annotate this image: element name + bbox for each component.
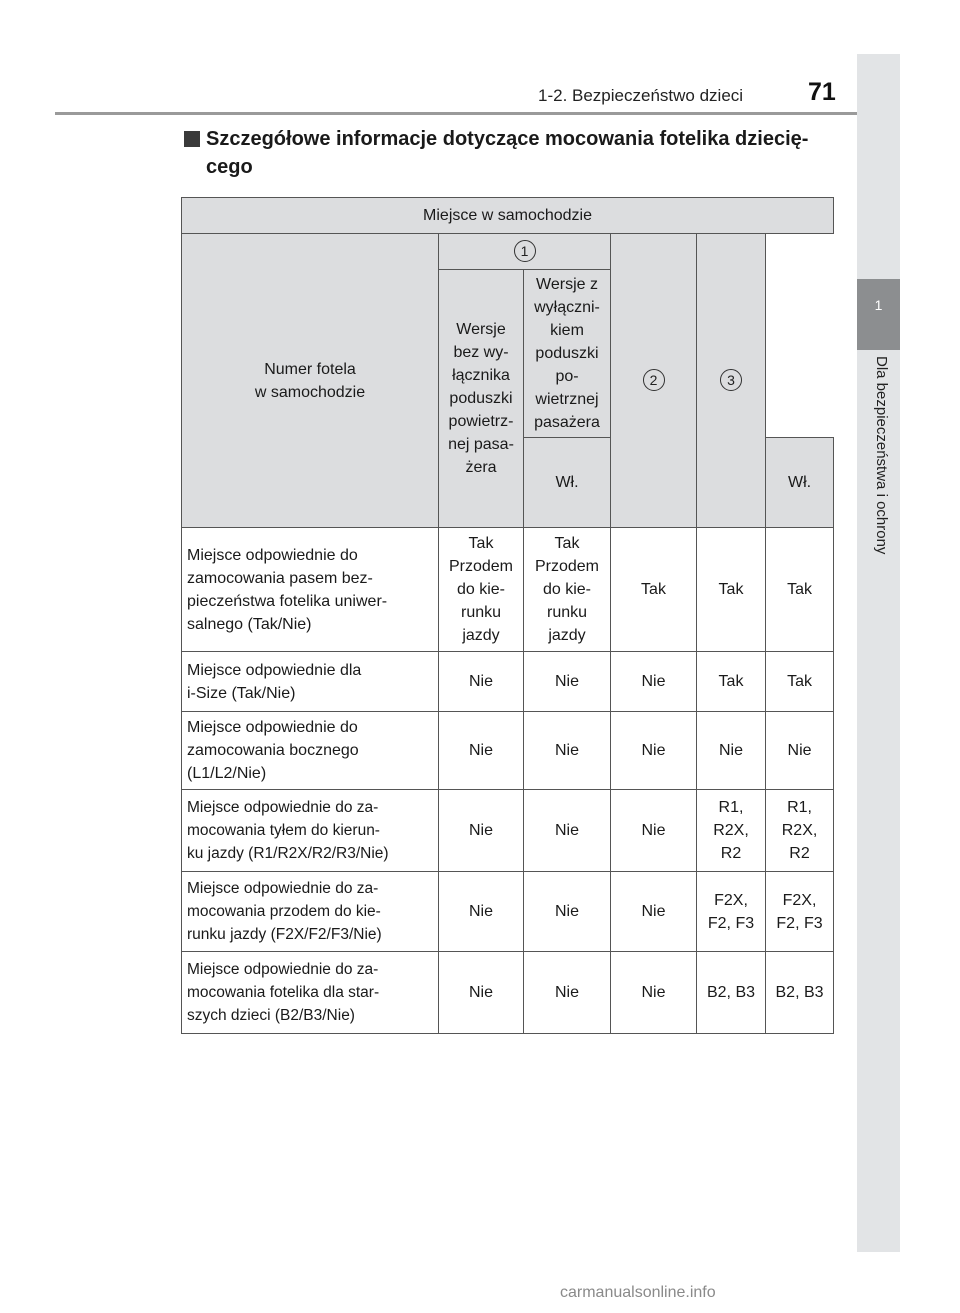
row-label: Miejsce odpowiednie do zamocowania bocznego (L1/L2/Nie): [182, 712, 439, 790]
section-title: 1-2. Bezpieczeństwo dzieci: [538, 86, 744, 105]
page-number: 71: [808, 78, 836, 106]
table-cell: Nie: [524, 952, 611, 1034]
table-title: Miejsce w samochodzie: [182, 198, 834, 234]
table-cell: R1, R2X, R2: [697, 790, 766, 872]
seat-number-header: Numer fotela w samochodzie: [182, 234, 439, 528]
chapter-title: Dla bezpieczeństwa i ochrony: [873, 356, 890, 555]
table-cell: Nie: [439, 790, 524, 872]
seat-2-header: [611, 234, 697, 528]
table-cell: F2X, F2, F3: [697, 872, 766, 952]
table-cell: Nie: [611, 952, 697, 1034]
table-cell: Nie: [524, 652, 611, 712]
table-cell: Nie: [439, 712, 524, 790]
row-label: Miejsce odpowiednie do za- mocowania fotelika dla star- szych dzieci (B2/B3/Nie): [182, 952, 439, 1034]
table-cell: Nie: [524, 790, 611, 872]
table-cell: Nie: [439, 652, 524, 712]
table-cell: Nie: [524, 872, 611, 952]
table-cell: B2, B3: [766, 952, 834, 1034]
watermark: carmanualsonline.info: [560, 1284, 716, 1301]
table-row: [182, 528, 834, 652]
chapter-tab[interactable]: [857, 279, 900, 350]
seat-1-header: [439, 234, 611, 270]
table-cell: Nie: [611, 652, 697, 712]
table-row: [182, 872, 834, 952]
square-bullet-icon: [184, 131, 200, 147]
chapter-sidebar: [857, 54, 900, 1252]
seat-2-icon: 2: [643, 369, 665, 391]
row-label: Miejsce odpowiednie dla i-Size (Tak/Nie): [182, 652, 439, 712]
table-cell: Nie: [611, 790, 697, 872]
table-row: [182, 952, 834, 1034]
table-cell: Tak Przodem do kie- runku jazdy: [439, 528, 524, 652]
table-cell: Tak: [766, 652, 834, 712]
row-label: Miejsce odpowiednie do za- mocowania tyłem do kierun- ku jazdy (R1/R2X/R2/R3/Nie): [182, 790, 439, 872]
table-row: [182, 790, 834, 872]
seat-3-header: [697, 234, 766, 528]
table-cell: Tak: [697, 652, 766, 712]
table-cell: B2, B3: [697, 952, 766, 1034]
table-cell: Tak: [611, 528, 697, 652]
table-cell: Nie: [524, 712, 611, 790]
table-cell: Nie: [439, 952, 524, 1034]
row-label: Miejsce odpowiednie do zamocowania pasem bez- pieczeństwa fotelika uniwer- salnego (Tak/Nie): [182, 528, 439, 652]
table-cell: Tak: [766, 528, 834, 652]
header-rule: [55, 112, 900, 115]
row-label: Miejsce odpowiednie do za- mocowania przodem do kie- runku jazdy (F2X/F2/F3/Nie): [182, 872, 439, 952]
version-without-switch-header: Wersje bez wy- łącznika poduszki powietrz- nej pasa- żera: [439, 270, 524, 528]
table-cell: Tak Przodem do kie- runku jazdy: [524, 528, 611, 652]
seat-1-icon: 1: [514, 240, 536, 262]
table-cell: Nie: [439, 872, 524, 952]
switch-on-header-2: Wł.: [766, 438, 834, 528]
version-with-switch-header: Wersje z wyłączni- kiem poduszki po- wietrznej pasażera: [524, 270, 611, 438]
table-row: [182, 712, 834, 790]
seat-3-icon: 3: [720, 369, 742, 391]
table-cell: F2X, F2, F3: [766, 872, 834, 952]
table-cell: Nie: [611, 712, 697, 790]
table-cell: Nie: [697, 712, 766, 790]
chapter-number: 1: [874, 297, 883, 313]
table-cell: R1, R2X, R2: [766, 790, 834, 872]
table-row: [182, 652, 834, 712]
table-cell: Nie: [766, 712, 834, 790]
section-heading: Szczegółowe informacje dotyczące mocowania fotelika dziecię-cego: [206, 128, 809, 178]
table-cell: Nie: [611, 872, 697, 952]
switch-on-header: Wł.: [524, 438, 611, 528]
table-cell: Tak: [697, 528, 766, 652]
child-seat-table: [181, 197, 834, 1034]
